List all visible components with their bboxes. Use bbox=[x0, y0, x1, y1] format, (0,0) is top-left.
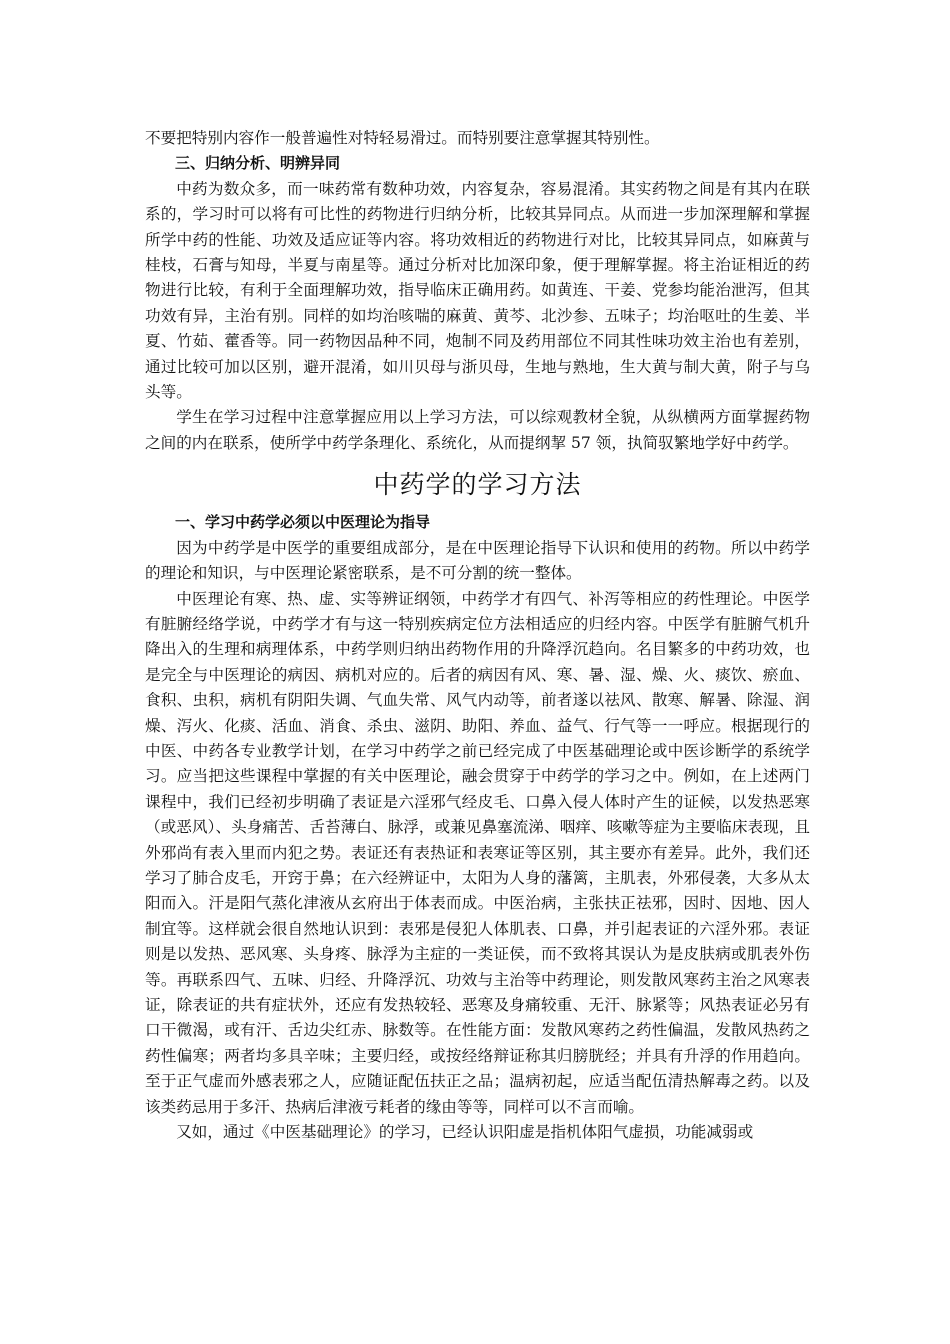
section-heading-1: 一、学习中药学必须以中医理论为指导 bbox=[175, 513, 431, 532]
paragraph: 因为中药学是中医学的重要组成部分，是在中医理论指导下认识和使用的药物。所以中药学的理论和知识，与中医理论紧密联系，是不可分割的统一整体。 bbox=[145, 538, 810, 583]
page-title: 中药学的学习方法 bbox=[373, 470, 582, 500]
paragraph: 中医理论有寒、热、虚、实等辨证纲领，中药学才有四气、补泻等相应的药性理论。中医学有脏腑经络学说，中药学才有与这一特别疾病定位方法相适应的归经内容。中医学有脏腑气机升降出入的生理和病理体系，中药学则归纳出药物作用的升降浮沉趋向。名目繁多的中药功效，也是完全与中医理论的病因、病机对应的。后者的病因有风、寒、暑、湿、燥、火、痰饮、瘀血、食积、虫积，病机有阴阳失调、气血失常、风气内动等，前者遂以祛风、散寒、解暑、除湿、润燥、泻火、化痰、活血、消食、杀虫、滋阴、助阳、养血、益气、行气等一一呼应。根据现行的中医、中药各专业教学计划，在学习中药学之前已经完成了中医基础理论或中医诊断学的系统学习。应当把这些课程中掌握的有关中医理论，融会贯穿于中药学的学习之中。例如，在上述两门课程中，我们已经初步明确了表证是六淫邪气经皮毛、口鼻入侵人体时产生的证候，以发热恶寒（或恶风）、头身痛苦、舌苔薄白、脉浮，或兼见鼻塞流涕、咽痒、咳嗽等症为主要临床表现，且外邪尚有表入里而内犯之势。表证还有表热证和表寒证等区别，其主要亦有差异。此外，我们还学习了肺合皮毛，开窍于鼻；在六经辨证中，太阳为人身的藩篱，主肌表，外邪侵袭，大多从太阳而入。汗是阳气蒸化津液从玄府出于体表而成。中医治病，主张扶正祛邪，因时、因地、因人制宜等。这样就会很自然地认识到：表邪是侵犯人体肌表、口鼻，并引起表证的六淫外邪。表证则是以发热、恶风寒、头身疼、脉浮为主症的一类证侯，而不致将其误认为是皮肤病或肌表外伤等。再联系四气、五味、归经、升降浮沉、功效与主治等中药理论，则发散风寒药主治之风寒表证，除表证的共有症状外，还应有发热较轻、恶寒及身痛较重、无汗、脉紧等；风热表证必另有口干微渴，或有汗、舌边尖红赤、脉数等。在性能方面：发散风寒药之药性偏温，发散风热药之药性偏寒；两者均多具辛味；主要归经，或按经络辩证称其归膀胱经；并具有升浮的作用趋向。至于正气虚而外感表邪之人，应随证配伍扶正之品；温病初起，应适当配伍清热解毒之药。以及该类药忌用于多汗、热病后津液亏耗者的缘由等等，同样可以不言而喻。 bbox=[145, 589, 810, 1116]
continuation-text: 不要把特别内容作一般普遍性对特轻易滑过。而特别要注意掌握其特别性。 bbox=[145, 129, 660, 147]
document-page bbox=[145, 126, 810, 1145]
paragraph: 学生在学习过程中注意掌握应用以上学习方法，可以综观教材全貌，从纵横两方面掌握药物之间的内在联系，使所学中药学条理化、系统化，从而提纲挈 57 领，执简驭繁地学好中药学。 bbox=[145, 408, 810, 452]
paragraph: 又如，通过《中医基础理论》的学习，已经认识阳虚是指机体阳气虚损，功能减弱或 bbox=[176, 1123, 754, 1142]
section-heading-3: 三、归纳分析、明辨异同 bbox=[175, 154, 341, 173]
paragraph: 中药为数众多，而一味药常有数种功效，内容复杂，容易混淆。其实药物之间是有其内在联系的，学习时可以将有可比性的药物进行归纳分析，比较其异同点。从而进一步加深理解和掌握所学中药的性能、功效及适应证等内容。将功效相近的药物进行对比，比较其异同点，如麻黄与桂枝，石膏与知母，半夏与南星等。通过分析对比加深印象，便于理解掌握。将主治证相近的药物进行比较，有利于全面理解功效，指导临床正确用药。如黄连、干姜、党参均能治泄泻，但其功效有异，主治有别。同样的如均治咳喘的麻黄、黄芩、北沙参、五味子；均治呕吐的生姜、半夏、竹茹、藿香等。同一药物因品种不同，炮制不同及药用部位不同其性味功效主治也有差别，通过比较可加以区别，避开混淆，如川贝母与浙贝母，生地与熟地，生大黄与制大黄，附子与乌头等。 bbox=[145, 179, 810, 402]
